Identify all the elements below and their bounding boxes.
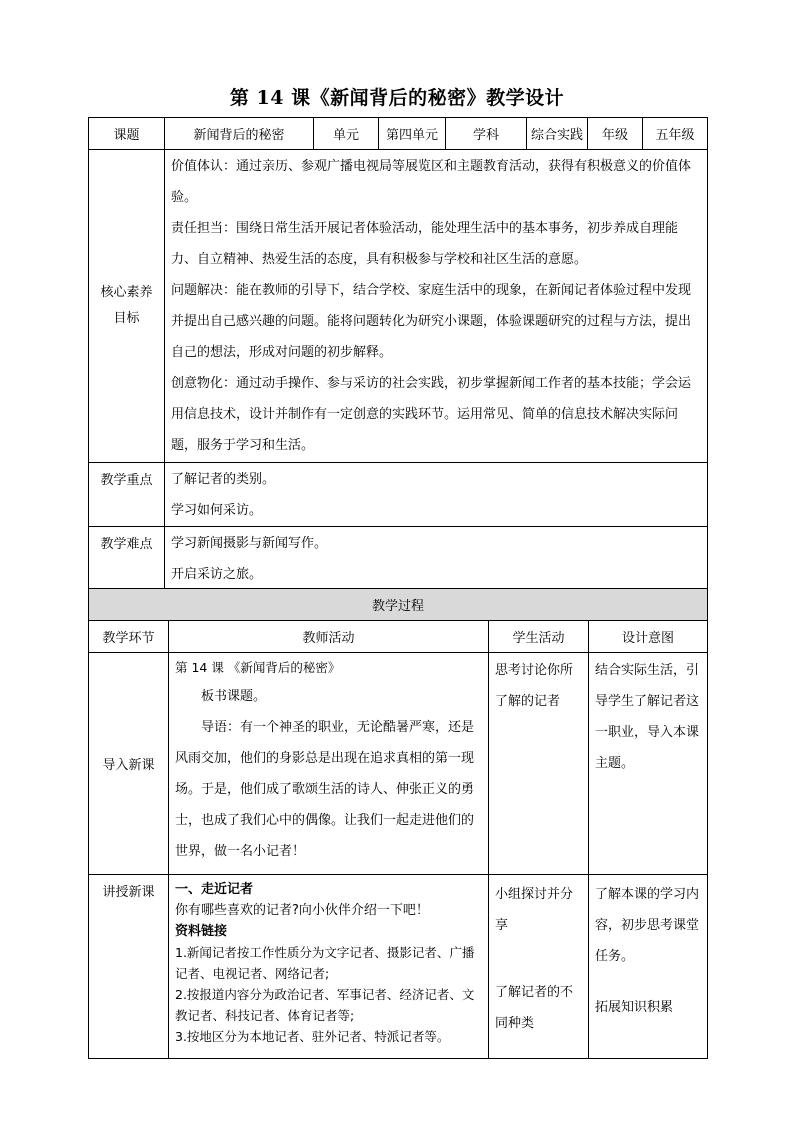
section-heading: 一、走近记者 [175,882,254,897]
core-paragraph: 价值体认：通过亲历、参观广播电视局等展览区和主题教育活动，获得有积极意义的价值体验。 [171,159,692,205]
resource-link-label: 资料链接 [175,924,228,939]
teacher-question: 你有哪些喜欢的记者?向小伙伴介绍一下吧！ [175,903,429,918]
intent-text: 拓展知识积累 [595,1000,674,1015]
column-header: 教师活动 [169,621,489,653]
resource-item: 2.按报道内容分为政治记者、军事记者、经济记者、文教记者、科技记者、体育记者等; [175,987,475,1023]
intent-text: 了解本课的学习内容，初步思考课堂任务。 [595,887,700,964]
course-label: 课题 [89,118,165,150]
focus-line: 学习如何采访。 [171,503,263,518]
resource-item: 1.新闻记者按工作性质分为文字记者、摄影记者、广播记者、电视记者、网络记者; [175,945,475,981]
lesson-title: 第 14 课 《新闻背后的秘密》 [175,660,341,675]
core-paragraph: 责任担当：围绕日常生活开展记者体验活动，能处理生活中的基本事务，初步养成自理能力、自立精神、热爱生活的态度，具有积极参与学校和社区生活的意愿。 [171,221,679,267]
process-table [88,588,708,1059]
core-goals [165,150,708,463]
core-label: 核心素养目标 [89,150,165,463]
grade-value: 五年级 [643,118,708,150]
focus-label: 教学重点 [89,463,165,527]
unit-value: 第四单元 [379,118,446,150]
stage-new-lesson: 讲授新课 [89,875,169,1059]
grade-label: 年级 [588,118,643,150]
difficulty-line: 学习新闻摄影与新闻写作。 [171,536,328,551]
intent-new [589,875,708,1059]
teacher-line: 板书课题。 [201,689,267,704]
subject-value: 综合实践 [527,118,588,150]
student-text: 思考讨论你所了解的记者 [495,663,574,709]
student-text: 了解记者的不同种类 [495,985,574,1031]
focus-content [165,463,708,527]
intent-intro [589,653,708,875]
core-paragraph: 创意物化：通过动手操作、参与采访的社会实践，初步掌握新闻工作者的基本技能；学会运用信息技术，设计并制作有一定创意的实践环节。运用常见、简单的信息技术解决实际问题，服务于学习和生活。 [171,376,692,453]
column-header: 教学环节 [89,621,169,653]
intent-text: 结合实际生活，引导学生了解记者这一职业，导入本课主题。 [595,663,700,771]
process-header: 教学过程 [89,589,708,621]
difficulty-content [165,527,708,591]
stage-intro: 导入新课 [89,653,169,875]
info-table [88,117,708,591]
document-title: 第 14 课《新闻背后的秘密》教学设计 [229,87,565,109]
focus-line: 了解记者的类别。 [171,472,276,487]
teacher-activity-new [169,875,489,1059]
resource-item: 3.按地区分为本地记者、驻外记者、特派记者等。 [175,1029,450,1044]
subject-label: 学科 [446,118,527,150]
student-activity-new [489,875,589,1059]
course-value: 新闻背后的秘密 [165,118,314,150]
core-paragraph: 问题解决：能在教师的引导下，结合学校、家庭生活中的现象，在新闻记者体验过程中发现并提出自己感兴趣的问题。能将问题转化为研究小课题，体验课题研究的过程与方法，提出自己的想法，形成对问题的初步解释。 [171,283,692,360]
unit-label: 单元 [314,118,379,150]
column-header: 设计意图 [589,621,708,653]
difficulty-label: 教学难点 [89,527,165,591]
teacher-line: 导语：有一个神圣的职业，无论酷暑严寒，还是风雨交加，他们的身影总是出现在追求真相的第一现场。于是，他们成了歌颂生活的诗人、伸张正义的勇士，也成了我们心中的偶像。让我们一起走进他们的世界，做一名小记者！ [175,720,475,859]
teacher-activity-intro [169,653,489,875]
student-text: 小组探讨并分享 [495,887,574,933]
difficulty-line: 开启采访之旅。 [171,567,263,582]
student-activity-intro [489,653,589,875]
column-header: 学生活动 [489,621,589,653]
